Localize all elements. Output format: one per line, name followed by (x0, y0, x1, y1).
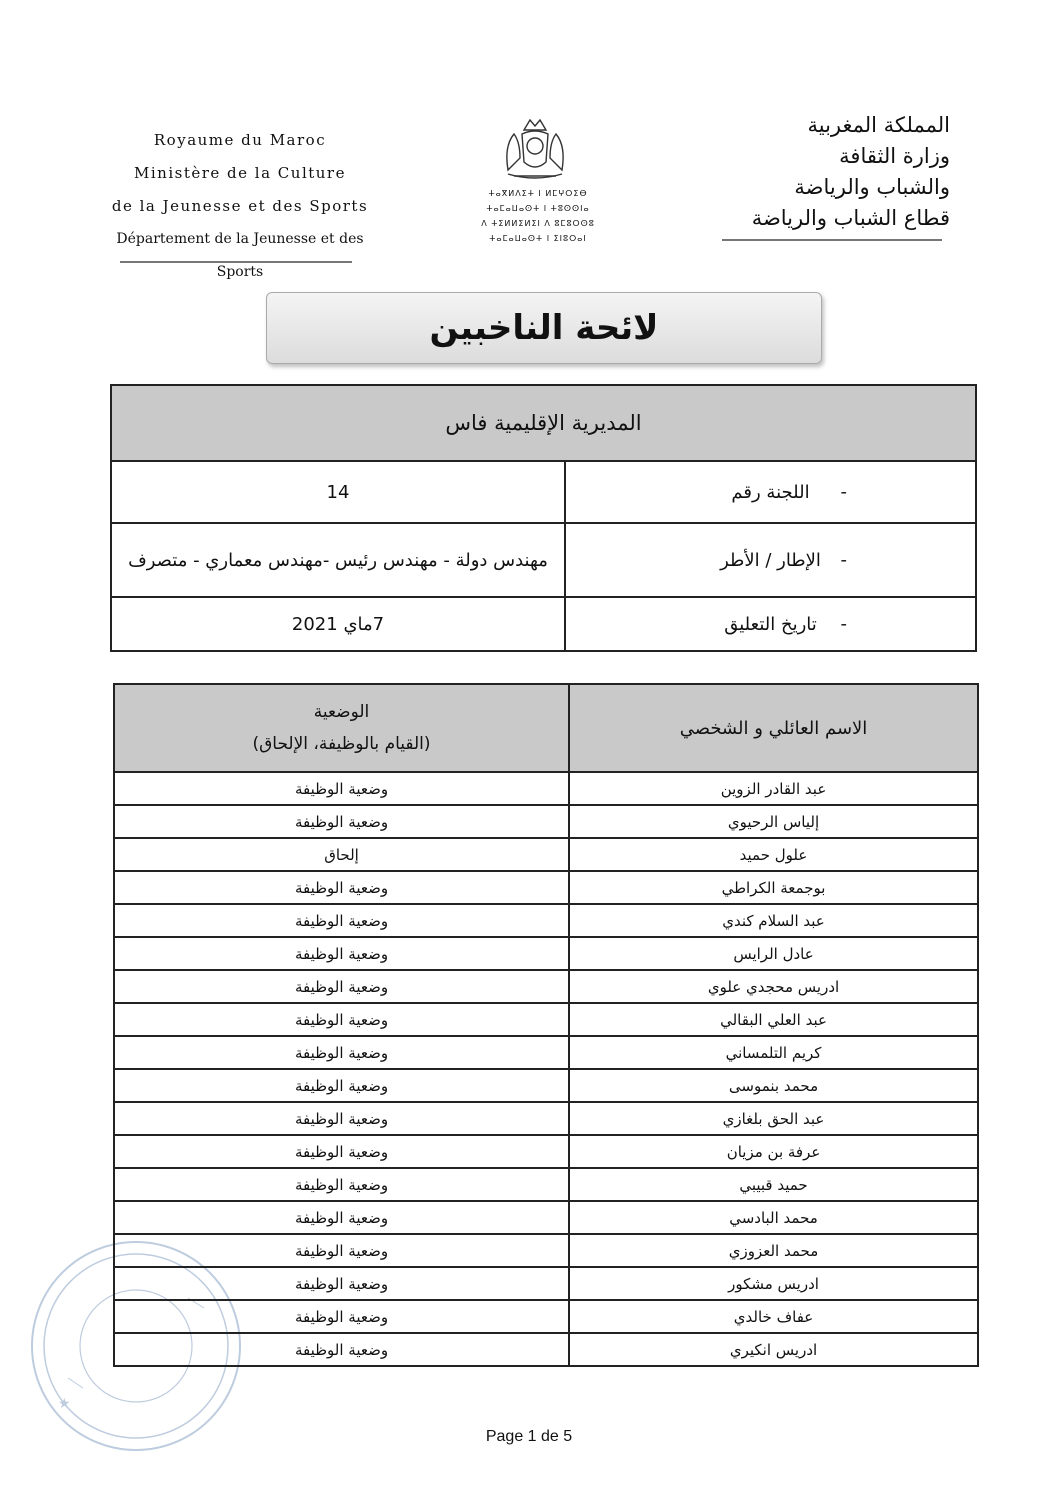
status-cell: وضعية الوظيفة (115, 1136, 570, 1167)
name-cell: عفاف خالدي (733, 1307, 814, 1326)
status-cell: وضعية الوظيفة (115, 1169, 570, 1200)
header-fr-line-2: Ministère de la Culture (134, 164, 346, 182)
name-cell: عبد السلام كندي (722, 911, 825, 930)
name-cell: حميد قبيبي (739, 1175, 808, 1194)
status-cell: وضعية الوظيفة (115, 971, 570, 1002)
header-ar-divider (722, 239, 942, 241)
table-row (115, 806, 977, 839)
name-cell: عبد الحق بلغازي (722, 1109, 825, 1128)
status-cell: إلحاق (115, 839, 570, 870)
name-cell: عبد العلي البقالي (720, 1010, 827, 1029)
status-cell: وضعية الوظيفة (115, 1334, 570, 1365)
tifinagh-line-4: ⵜⴰⵎⴰⵡⴰⵙⵜ ⵏ ⵉⵏⵓⵔⴰⵏ (489, 234, 587, 243)
status-cell: وضعية الوظيفة (115, 905, 570, 936)
header-ar-line-4: قطاع الشباب والرياضة (751, 206, 950, 230)
name-cell: ادريس انكيري (729, 1340, 818, 1359)
tifinagh-header (468, 186, 608, 246)
name-cell: محمد البادسي (729, 1208, 818, 1227)
info-label-cell (566, 462, 975, 522)
status-cell: وضعية الوظيفة (115, 1301, 570, 1332)
name-cell: محمد بنموسى (728, 1076, 819, 1095)
table-row (115, 1268, 977, 1301)
table-row (115, 1103, 977, 1136)
status-cell: وضعية الوظيفة (115, 1037, 570, 1068)
status-cell: وضعية الوظيفة (115, 938, 570, 969)
info-label-cell (566, 598, 975, 650)
header-ar-line-1: المملكة المغربية (807, 113, 950, 137)
tifinagh-line-3: ⴷ ⵜⵉⵍⵍⵉⵍⵉⵏ ⴷ ⵓⵎⵓⵔⵙⵓ (481, 219, 595, 228)
table-row (115, 1301, 977, 1334)
tifinagh-line-1: ⵜⴰⴳⵍⴷⵉⵜ ⵏ ⵍⵎⵖⵔⵉⴱ (488, 189, 588, 198)
table-row (115, 1235, 977, 1268)
name-cell: عبد القادر الزوين (720, 779, 827, 798)
info-label: اللجنة رقم (731, 481, 810, 503)
header-ar-line-2: وزارة الثقافة (839, 144, 950, 168)
name-cell: بوجمعة الكراطي (721, 878, 826, 897)
info-directorate-header (112, 386, 975, 462)
header-status-cell (115, 685, 570, 771)
name-cell: عادل الرايس (733, 944, 814, 963)
table-row (115, 1202, 977, 1235)
page-number: Page 1 de 5 (485, 1428, 573, 1445)
info-row (112, 598, 975, 650)
status-cell: وضعية الوظيفة (115, 1070, 570, 1101)
header-fr-divider (120, 261, 352, 263)
info-dash: - (840, 481, 847, 503)
tifinagh-line-2: ⵜⴰⵎⴰⵡⴰⵙⵜ ⵏ ⵜⵓⵙⵙⵏⴰ (486, 204, 590, 213)
page-title: لائحة الناخبين (429, 308, 659, 348)
table-row (115, 905, 977, 938)
table-row (115, 773, 977, 806)
info-row (112, 462, 975, 524)
header-arabic (720, 110, 950, 234)
name-cell: إلياس الرحيوي (727, 812, 820, 831)
status-cell: وضعية الوظيفة (115, 1004, 570, 1035)
table-row (115, 1334, 977, 1365)
status-cell: وضعية الوظيفة (115, 806, 570, 837)
header-fr-line-1: Royaume du Maroc (153, 131, 327, 149)
header-name: الاسم العائلي و الشخصي (679, 717, 868, 739)
table-row (115, 839, 977, 872)
info-label: تاريخ التعليق (724, 613, 817, 635)
table-row (115, 1169, 977, 1202)
status-cell: وضعية الوظيفة (115, 1103, 570, 1134)
header-status-subtitle: (القيام بالوظيفة، الإلحاق) (252, 734, 431, 754)
status-cell: وضعية الوظيفة (115, 872, 570, 903)
info-label: الإطار / الأطر (720, 549, 821, 571)
header-ar-line-3: والشباب والرياضة (794, 175, 950, 199)
info-dash: - (840, 613, 847, 635)
table-row (115, 1070, 977, 1103)
table-body (115, 773, 977, 1365)
status-cell: وضعية الوظيفة (115, 1235, 570, 1266)
info-row (112, 524, 975, 598)
table-row (115, 1004, 977, 1037)
table-row (115, 872, 977, 905)
table-row (115, 1037, 977, 1070)
directorate-name: المديرية الإقليمية فاس (445, 411, 642, 435)
info-value: 14 (112, 462, 566, 522)
name-cell: علول حميد (739, 845, 808, 864)
status-cell: وضعية الوظيفة (115, 773, 570, 804)
name-cell: ادريس محجدي علوي (707, 977, 840, 996)
table-row (115, 971, 977, 1004)
info-value: مهندس دولة - مهندس رئيس -مهندس معماري - متصرف (112, 524, 566, 596)
name-cell: ادريس مشكور (728, 1274, 819, 1293)
royal-emblem-icon (494, 112, 576, 182)
header-status-title: الوضعية (313, 702, 370, 722)
name-cell: محمد العزوزي (728, 1241, 819, 1260)
info-dash: - (840, 549, 847, 571)
title-box (266, 292, 822, 364)
svg-text:★: ★ (58, 1396, 71, 1412)
name-cell: عرفة بن مزيان (726, 1142, 821, 1161)
header-french (110, 124, 370, 289)
info-label-cell (566, 524, 975, 596)
table-row (115, 938, 977, 971)
info-table (110, 384, 977, 652)
table-header (115, 685, 977, 773)
header-fr-line-4: Département de la Jeunesse et des Sports (116, 231, 364, 280)
electors-table (113, 683, 979, 1367)
header-fr-line-3: de la Jeunesse et des Sports (111, 197, 369, 215)
status-cell: وضعية الوظيفة (115, 1268, 570, 1299)
status-cell: وضعية الوظيفة (115, 1202, 570, 1233)
info-value: 7ماي 2021 (112, 598, 566, 650)
table-row (115, 1136, 977, 1169)
name-cell: كريم التلمساني (725, 1043, 822, 1062)
